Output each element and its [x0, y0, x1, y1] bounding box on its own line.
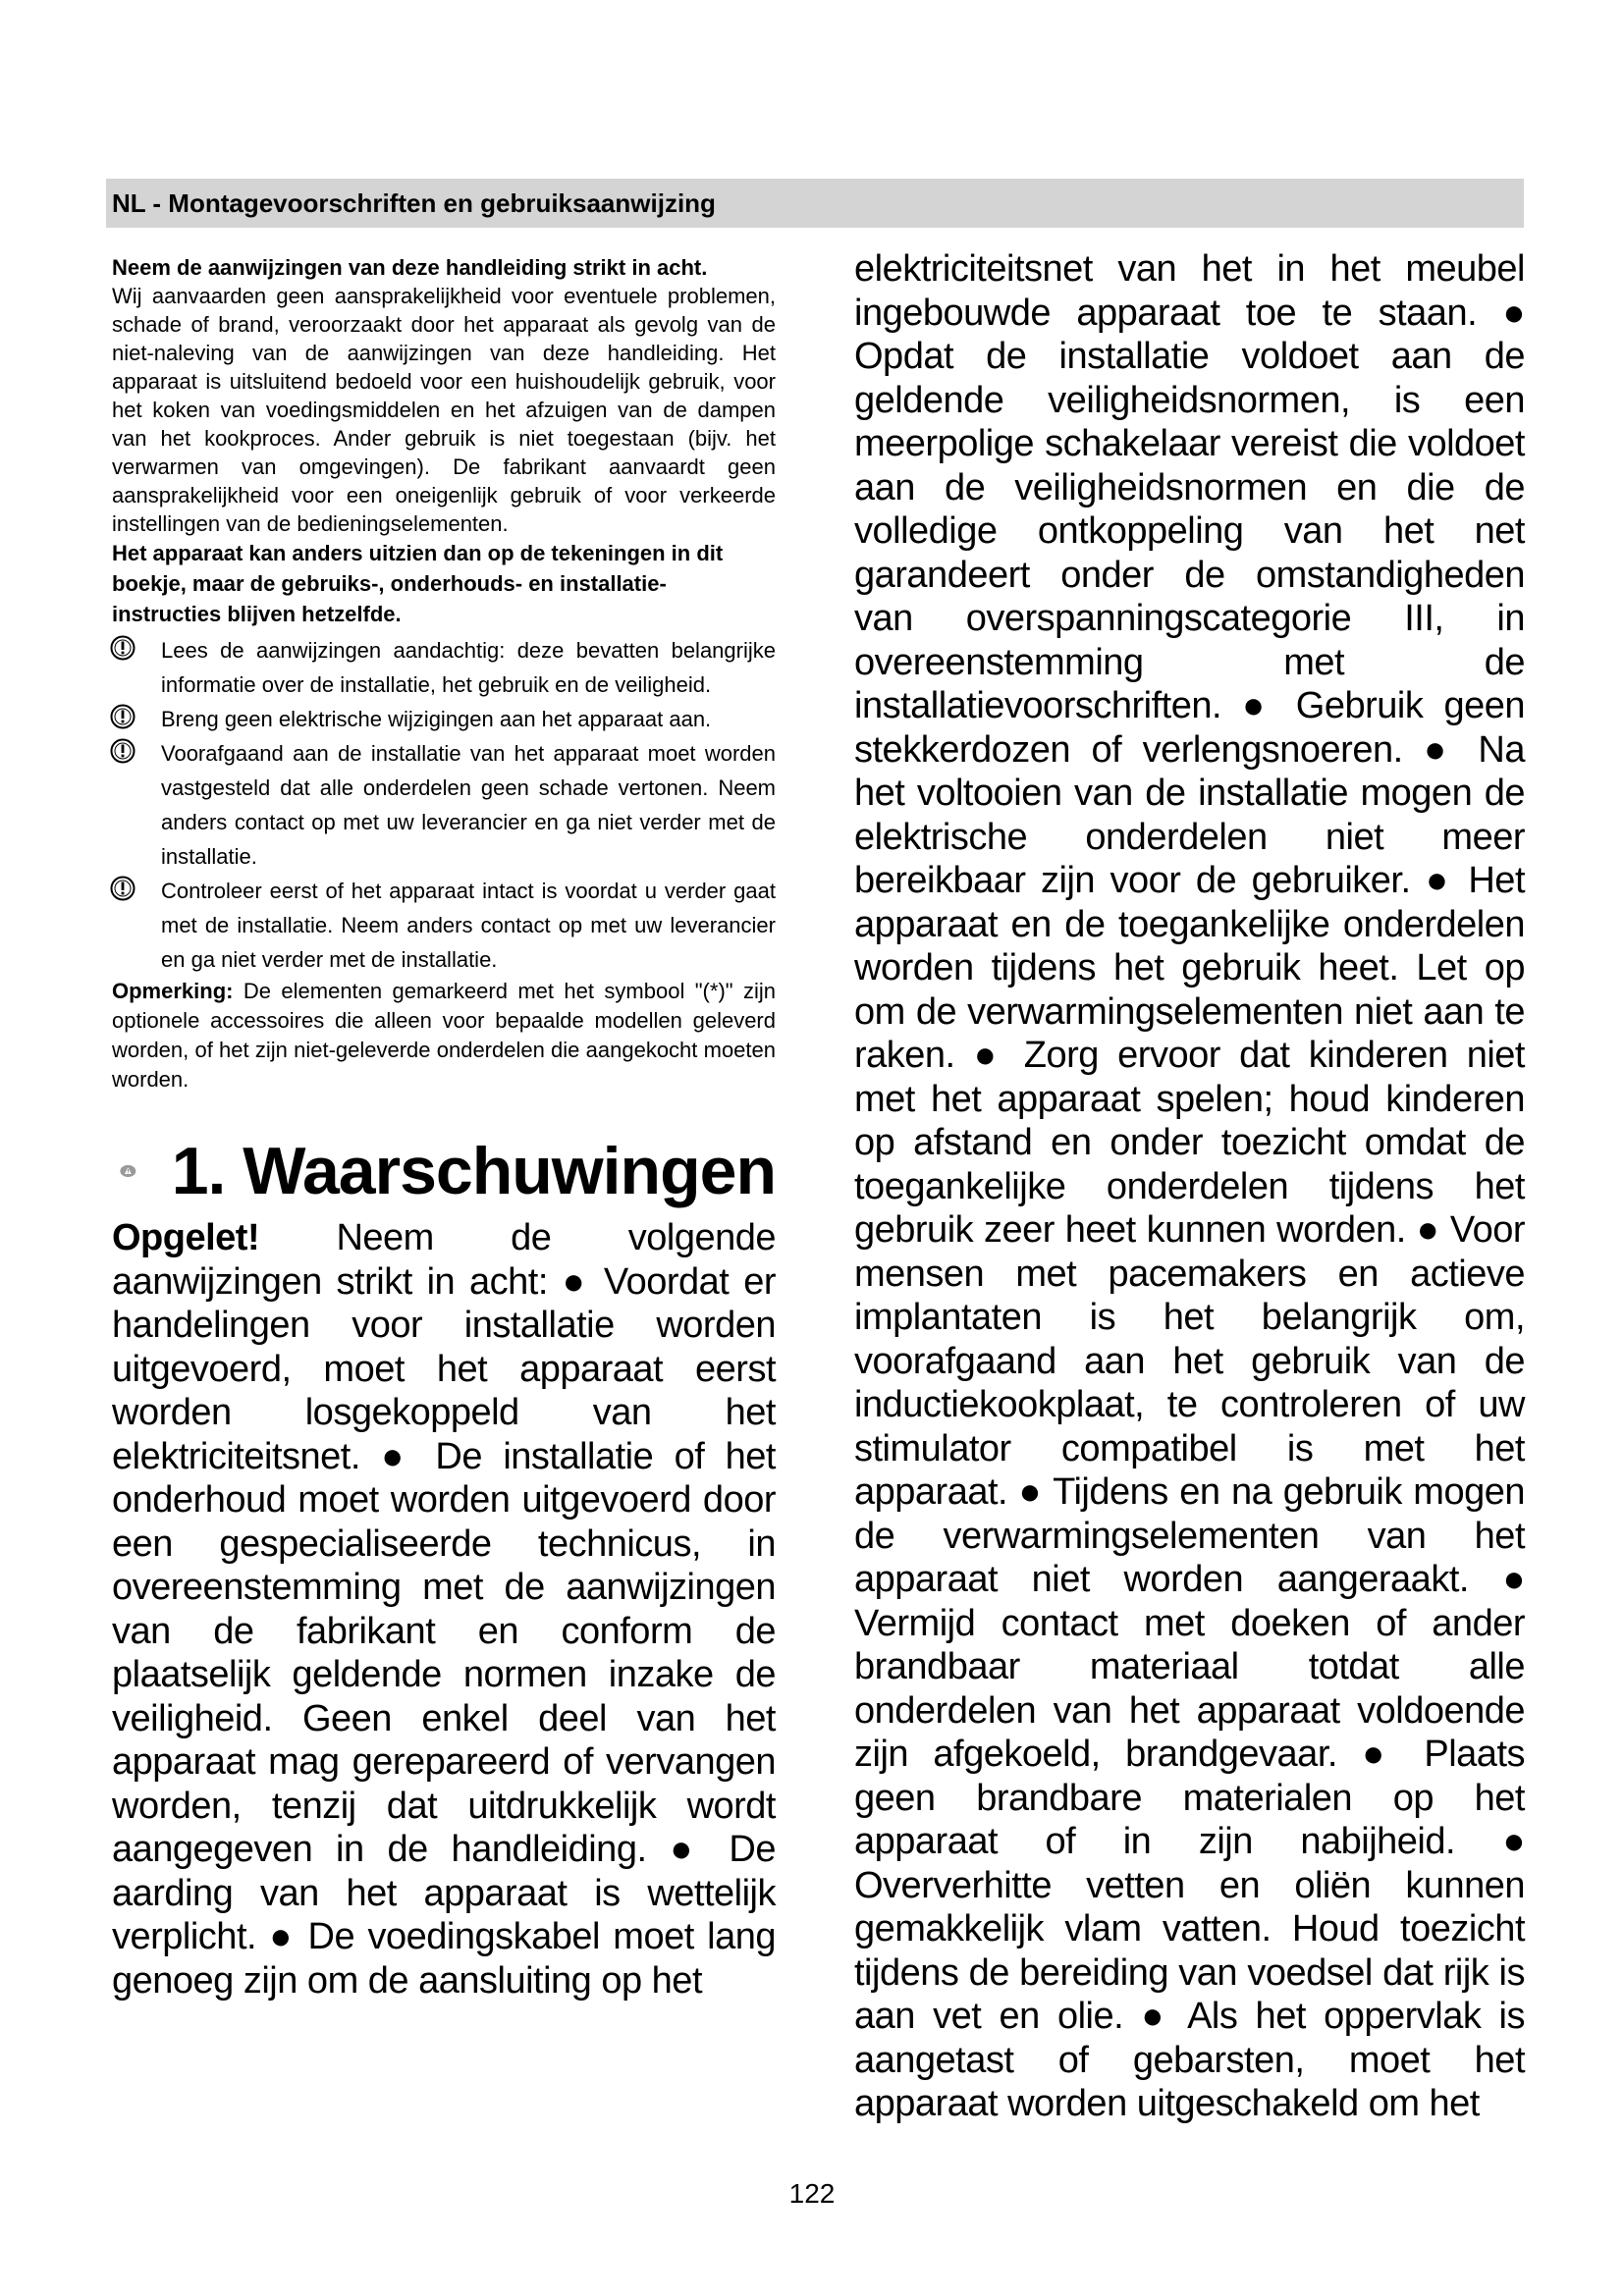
header-title: NL - Montagevoorschriften en gebruiksaanwijzing — [112, 188, 716, 218]
warning-item — [112, 702, 776, 736]
section-left-body: Neem de volgende aanwijzingen strikt in acht: ● Voordat er handelingen voor installatie worden uitgevoerd, moet het apparaat eerst worden losgekoppeld van het elektriciteitsnet. ● De installatie of het onderhoud moet worden uitgevoerd door een gespecialiseerde technicus, in overeenstemming met de aanwijzingen van de fabrikant en conform de plaatselijk geldende normen inzake de veiligheid. Geen enkel deel van het apparaat mag gerepareerd of vervangen worden, tenzij dat uitdrukkelijk wordt aangegeven in de handleiding. ● De aarding van het apparaat is wettelijk verplicht. ● De voedingskabel moet lang genoeg zijn om de aansluiting op het — [112, 1217, 776, 2002]
exclamation-circle-icon — [110, 635, 135, 661]
page-header — [106, 179, 1524, 228]
intro-paragraph: Wij aanvaarden geen aansprakelijkheid voor eventuele problemen, schade of brand, veroorzaakt door het apparaat als gevolg van de niet-naleving van de aanwijzingen van deze handleiding. Het apparaat is uitsluitend bedoeld voor een huishoudelijk gebruik, voor het koken van voedingsmiddelen en het afzuigen van de dampen van het kookproces. Ander gebruik is niet toegestaan (bijv. het verwarmen van omgevingen). De fabrikant aanvaardt geen aansprakelijkheid voor een oneigenlijk gebruik of voor verkeerde instellingen van de bedieningselementen. — [112, 284, 776, 536]
warning-triangle-icon — [120, 1154, 136, 1188]
warning-text: Controleer eerst of het apparaat intact is voordat u verder gaat met de installatie. Neem anders contact op met uw leverancier en ga niet verder met de installatie. — [161, 879, 776, 972]
section-lead: Opgelet! — [112, 1217, 260, 1258]
left-column — [112, 253, 776, 2002]
exclamation-circle-icon — [110, 704, 135, 729]
section-heading — [112, 1132, 776, 1210]
warning-item — [112, 736, 776, 874]
intro-bold-paragraph: Het apparaat kan anders uitzien dan op de tekeningen in dit boekje, maar de gebruiks-, onderhouds- en installatie-instructies blijven hetzelfde. — [112, 541, 724, 626]
warning-text: Breng geen elektrische wijzigingen aan het apparaat aan. — [161, 707, 712, 731]
note-text: De elementen gemarkeerd met het symbool "(*)" zijn optionele accessoires die alleen voor bepaalde modellen geleverd worden, of het zijn niet-geleverde onderdelen die aangekocht moeten worden. — [112, 979, 776, 1092]
warning-text: Voorafgaand aan de installatie van het apparaat moet worden vastgesteld dat alle onderdelen geen schade vertonen. Neem anders contact op met uw leverancier en ga niet verder met de installatie. — [161, 741, 776, 869]
warning-item — [112, 874, 776, 977]
note-paragraph — [112, 977, 776, 1095]
exclamation-circle-icon — [110, 738, 135, 764]
page-number: 122 — [788, 2178, 836, 2209]
section-left-text — [112, 1216, 776, 2002]
exclamation-circle-icon — [110, 876, 135, 901]
section-right-text: elektriciteitsnet van het in het meubel ingebouwde apparaat toe te staan. ● Opdat de installatie voldoet aan de geldende veiligheidsnormen, is een meerpolige schakelaar vereist die voldoet aan de veiligheidsnormen en die de volledige ontkoppeling van het net garandeert onder de omstandigheden van overspanningscategorie III, in overeenstemming met de installatievoorschriften. ● Gebruik geen stekkerdozen of verlengsnoeren. ● Na het voltooien van de installatie mogen de elektrische onderdelen niet meer bereikbaar zijn voor de gebruiker. ● Het apparaat en de toegankelijke onderdelen worden tijdens het gebruik heet. Let op om de verwarmingselementen niet aan te raken. ● Zorg ervoor dat kinderen niet met het apparaat spelen; houd kinderen op afstand en onder toezicht omdat de toegankelijke onderdelen tijdens het gebruik zeer heet kunnen worden. ● Voor mensen met pacemakers en actieve implantaten is het belangrijk om, voorafgaand aan het gebruik van de inductiekookplaat, te controleren of uw stimulator compatibel is met het apparaat. ● Tijdens en na gebruik mogen de verwarmingselementen van het apparaat niet worden aangeraakt. ● Vermijd contact met doeken of ander brandbaar materiaal totdat alle onderdelen van het apparaat voldoende zijn afgekoeld, brandgevaar. ● Plaats geen brandbare materialen op het apparaat of in zijn nabijheid. ● Oververhitte vetten en oliën kunnen gemakkelijk vlam vatten. Houd toezicht tijdens de bereiding van voedsel dat rijk is aan vet en olie. ● Als het oppervlak is aangetast of gebarsten, moet het apparaat worden uitgeschakeld om het — [854, 248, 1525, 2124]
right-column — [854, 247, 1525, 2126]
warning-text: Lees de aanwijzingen aandachtig: deze bevatten belangrijke informatie over de installatie, het gebruik en de veiligheid. — [161, 638, 776, 697]
note-label: Opmerking: — [112, 979, 234, 1003]
section-title: 1. Waarschuwingen — [171, 1134, 776, 1208]
warning-list — [112, 633, 776, 977]
warning-item — [112, 633, 776, 702]
intro-lead: Neem de aanwijzingen van deze handleiding strikt in acht. — [112, 255, 708, 280]
